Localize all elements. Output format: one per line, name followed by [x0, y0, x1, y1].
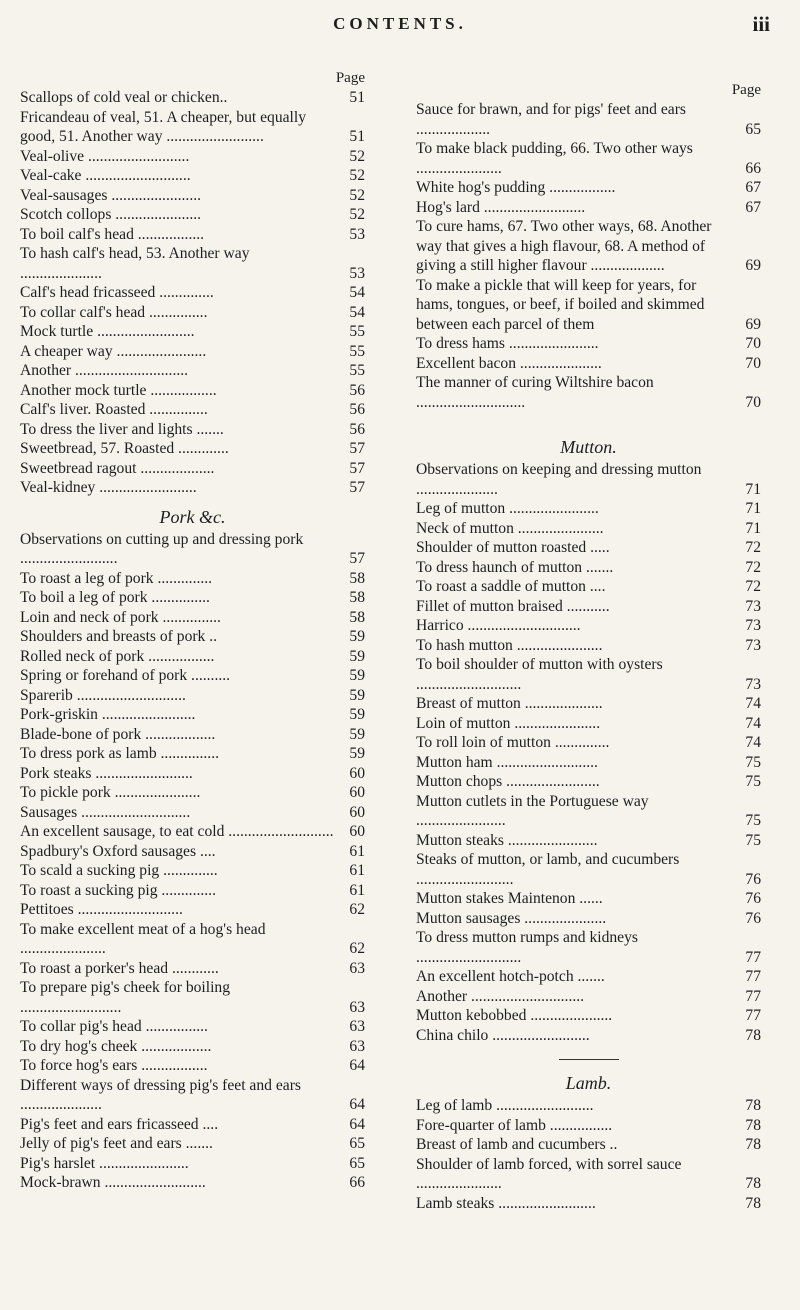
toc-entry-title: To scald a sucking pig ..............: [20, 862, 218, 879]
toc-entry: [416, 1026, 761, 1046]
toc-entry-title: Leg of lamb .........................: [416, 1097, 594, 1114]
toc-entry-page: 77: [745, 987, 761, 1005]
toc-entry: [20, 588, 365, 608]
toc-entry-title: Fricandeau of veal, 51. A cheaper, but equally good, 51. Another way .........................: [20, 108, 307, 145]
toc-entry: [20, 686, 365, 706]
toc-entry-page: 54: [349, 303, 365, 321]
toc-entry: [20, 705, 365, 725]
toc-entry: [416, 354, 761, 374]
toc-entry-page: 71: [745, 480, 761, 498]
toc-entry-page: 69: [745, 257, 761, 274]
toc-entry: [416, 1194, 761, 1214]
toc-entry-title: Veal-cake ...........................: [20, 167, 191, 184]
toc-entry-title: Scotch collops ......................: [20, 206, 202, 223]
toc-entry-page: 75: [745, 831, 761, 849]
toc-entry: [416, 889, 761, 909]
toc-entry: [20, 647, 365, 667]
toc-entry-title: Another mock turtle .................: [20, 381, 217, 399]
toc-entry-title: Breast of mutton ....................: [416, 695, 603, 712]
toc-entry: [20, 725, 365, 745]
toc-entry-title: To roast a leg of pork ..............: [20, 569, 213, 587]
toc-entry-page: 72: [745, 558, 761, 576]
toc-entry-page: 73: [745, 675, 761, 693]
toc-entry-page: 67: [745, 198, 761, 216]
toc-entry: [20, 842, 365, 862]
toc-entry: [416, 616, 761, 636]
toc-entry: [20, 530, 365, 569]
toc-entry-title: Fillet of mutton braised ...........: [416, 597, 610, 615]
toc-entry: [20, 900, 365, 920]
toc-entry-title: Sweetbread ragout ...................: [20, 459, 215, 477]
toc-entry-title: Fore-quarter of lamb ................: [416, 1116, 613, 1134]
toc-entry-title: Mutton sausages .....................: [416, 909, 607, 927]
toc-entry: [416, 373, 761, 412]
toc-entry-page: 61: [349, 881, 365, 899]
toc-entry-page: 77: [745, 948, 761, 966]
toc-entry: [416, 1006, 761, 1026]
toc-entry-title: To roast a sucking pig ..............: [20, 881, 216, 899]
toc-entry: [20, 361, 365, 381]
toc-entry-page: 74: [745, 734, 761, 751]
toc-entry: [416, 1096, 761, 1116]
toc-entry: [20, 225, 365, 245]
toc-entry-page: 72: [745, 539, 761, 556]
toc-entry-page: 55: [349, 362, 365, 379]
toc-entry: [20, 342, 365, 362]
toc-entry: [416, 928, 761, 967]
toc-entry: [416, 655, 761, 694]
toc-entry-page: 63: [349, 959, 365, 977]
toc-entry-page: 65: [349, 1135, 365, 1152]
toc-entry-page: 73: [745, 617, 761, 634]
section-heading-pork: Pork &c.: [159, 506, 226, 527]
toc-entry-page: 76: [745, 909, 761, 927]
toc-entry-title: Blade-bone of pork ..................: [20, 725, 216, 743]
toc-entry: [20, 881, 365, 901]
toc-entry-title: Spadbury's Oxford sausages ....: [20, 842, 216, 860]
toc-entry: [20, 1134, 365, 1154]
toc-entry-title: To dress hams .......................: [416, 335, 599, 352]
toc-entry: [416, 334, 761, 354]
toc-entry-page: 70: [745, 335, 761, 352]
toc-entry-title: Neck of mutton ......................: [416, 519, 604, 537]
toc-entry: [416, 694, 761, 714]
toc-entry-page: 59: [349, 745, 365, 762]
toc-entry-title: Sweetbread, 57. Roasted .............: [20, 440, 229, 457]
toc-entry: [416, 1116, 761, 1136]
toc-entry-page: 61: [349, 842, 365, 860]
toc-entry: [416, 636, 761, 656]
toc-entry-page: 56: [349, 401, 365, 418]
toc-entry: [416, 1155, 761, 1194]
toc-entry-title: Another .............................: [20, 362, 189, 379]
toc-entry-title: To boil calf's head .................: [20, 225, 205, 243]
toc-entry-page: 73: [745, 597, 761, 615]
toc-entry: [416, 139, 761, 178]
toc-entry: [416, 987, 761, 1007]
toc-entry-page: 75: [745, 812, 761, 829]
toc-entry-page: 73: [745, 636, 761, 654]
toc-entry-page: 60: [349, 823, 365, 840]
toc-entry-page: 78: [745, 1136, 761, 1153]
toc-entry-page: 78: [745, 1026, 761, 1044]
toc-entry-title: To dry hog's cheek ..................: [20, 1037, 212, 1055]
left-column: [20, 68, 365, 1193]
toc-entry-title: Observations on cutting up and dressing pork .........................: [20, 530, 304, 567]
toc-entry: [416, 577, 761, 597]
toc-entry: [416, 460, 761, 499]
toc-entry-page: 51: [349, 128, 365, 145]
toc-entry-title: Shoulders and breasts of pork ..: [20, 628, 218, 645]
toc-entry-page: 52: [349, 167, 365, 184]
toc-entry: [20, 978, 365, 1017]
toc-entry-page: 52: [349, 206, 365, 223]
toc-entry-title: To hash calf's head, 53. Another way .....................: [20, 245, 250, 282]
toc-entry-title: Shoulder of mutton roasted .....: [416, 539, 610, 556]
toc-entry: [20, 1017, 365, 1037]
toc-entry: [416, 1135, 761, 1155]
toc-entry-page: 63: [349, 1037, 365, 1055]
toc-entry-page: 66: [349, 1174, 365, 1191]
toc-entry-title: Harrico .............................: [416, 617, 581, 634]
toc-entry-page: 56: [349, 381, 365, 399]
toc-entry-title: Mutton cutlets in the Portuguese way .......................: [416, 792, 649, 829]
toc-entry-title: Mutton stakes Maintenon ......: [416, 890, 603, 907]
toc-entry-title: Mock turtle .........................: [20, 323, 195, 340]
toc-entry-page: 52: [349, 147, 365, 165]
toc-entry-title: Calf's head fricasseed ..............: [20, 284, 214, 301]
toc-entry-page: 53: [349, 264, 365, 282]
toc-entry: [416, 714, 761, 734]
toc-entry-title: Sausages ............................: [20, 803, 191, 821]
toc-entry-title: Jelly of pig's feet and ears .......: [20, 1135, 213, 1152]
toc-entry-title: An excellent hotch-potch .......: [416, 968, 605, 985]
toc-entry-page: 74: [745, 695, 761, 712]
toc-entry-page: 52: [349, 186, 365, 204]
toc-entry: [416, 733, 761, 753]
toc-entry: [20, 108, 365, 147]
toc-entry-page: 60: [349, 784, 365, 801]
toc-entry-page: 78: [745, 1194, 761, 1212]
toc-entry-title: To dress mutton rumps and kidneys ...........................: [416, 929, 638, 966]
toc-entry-page: 76: [745, 890, 761, 907]
toc-entry-title: Hog's lard ..........................: [416, 198, 586, 216]
toc-entry-title: Pig's harslet .......................: [20, 1154, 189, 1172]
toc-entry: [416, 558, 761, 578]
toc-entry: [20, 1173, 365, 1193]
toc-entry-page: 57: [349, 459, 365, 477]
toc-entry-page: 59: [349, 706, 365, 723]
toc-entry-page: 70: [745, 393, 761, 411]
toc-entry: [20, 1037, 365, 1057]
toc-entry-title: To make excellent meat of a hog's head ......................: [20, 920, 266, 957]
toc-list-pork: [20, 530, 365, 1193]
toc-entry-title: To boil shoulder of mutton with oysters ...........................: [416, 656, 663, 693]
section-divider: [559, 1059, 619, 1060]
toc-list-veal: [20, 88, 365, 498]
toc-entry-page: 57: [349, 440, 365, 457]
toc-entry-title: Scallops of cold veal or chicken..: [20, 89, 228, 106]
toc-entry-title: Mock-brawn ..........................: [20, 1174, 206, 1191]
section-heading-lamb: Lamb.: [565, 1073, 612, 1093]
section-heading-mutton: Mutton.: [560, 437, 617, 457]
toc-entry-title: An excellent sausage, to eat cold ...........................: [20, 823, 334, 840]
toc-entry-page: 78: [745, 1175, 761, 1192]
toc-entry-page: 57: [349, 550, 365, 567]
toc-entry-page: 77: [745, 1007, 761, 1024]
toc-entry: [20, 666, 365, 686]
toc-entry: [20, 420, 365, 440]
toc-entry: [20, 569, 365, 589]
toc-entry-title: To make black pudding, 66. Two other ways ......................: [416, 140, 693, 177]
toc-entry-title: To force hog's ears .................: [20, 1057, 208, 1074]
toc-entry: [20, 166, 365, 186]
toc-entry-page: 54: [349, 284, 365, 301]
toc-entry-page: 59: [349, 667, 365, 684]
toc-entry-title: To dress haunch of mutton .......: [416, 558, 614, 576]
toc-entry-page: 74: [745, 714, 761, 732]
toc-entry: [20, 920, 365, 959]
toc-entry-page: 58: [349, 589, 365, 606]
toc-entry-title: Veal-sausages .......................: [20, 186, 202, 204]
toc-entry-page: 64: [349, 1096, 365, 1113]
toc-list-mutton: [416, 460, 761, 1045]
toc-entry-title: To cure hams, 67. Two other ways, 68. Another way that gives a high flavour, 68. A method of giving a still higher flavour ...................: [416, 218, 712, 274]
toc-entry-page: 51: [349, 89, 365, 106]
toc-entry-page: 75: [745, 773, 761, 790]
toc-entry-page: 60: [349, 803, 365, 821]
toc-entry-title: White hog's pudding .................: [416, 179, 616, 196]
toc-entry-title: Observations on keeping and dressing mutton .....................: [416, 461, 702, 498]
toc-entry-title: Mutton steaks .......................: [416, 831, 598, 849]
toc-entry-page: 62: [349, 940, 365, 957]
toc-entry: [20, 381, 365, 401]
toc-entry: [416, 100, 761, 139]
toc-entry-page: 64: [349, 1115, 365, 1133]
toc-entry: [416, 178, 761, 198]
toc-entry: [416, 276, 761, 335]
toc-entry-title: Mutton kebobbed .....................: [416, 1007, 613, 1024]
toc-entry: [20, 959, 365, 979]
toc-entry: [416, 753, 761, 773]
page-column-label: Page: [335, 70, 365, 86]
toc-entry-page: 76: [745, 870, 761, 888]
toc-entry-page: 61: [349, 862, 365, 879]
toc-entry-title: To make a pickle that will keep for years, for hams, tongues, or beef, if boiled and skimmed between each parcel of them: [416, 276, 705, 333]
toc-entry: [20, 283, 365, 303]
toc-entry: [416, 538, 761, 558]
toc-entry: [416, 967, 761, 987]
toc-entry-page: 63: [349, 998, 365, 1016]
toc-entry-title: To roast a saddle of mutton ....: [416, 578, 606, 595]
toc-entry: [416, 772, 761, 792]
toc-entry: [20, 147, 365, 167]
toc-entry-title: To hash mutton ......................: [416, 636, 603, 654]
toc-entry-title: To boil a leg of pork ...............: [20, 589, 210, 606]
toc-entry-page: 56: [349, 420, 365, 438]
toc-entry-title: Calf's liver. Roasted ...............: [20, 401, 208, 418]
toc-entry-page: 78: [745, 1116, 761, 1134]
toc-entry: [20, 1076, 365, 1115]
toc-entry-title: China chilo .........................: [416, 1026, 590, 1044]
toc-list-lamb: [416, 1096, 761, 1213]
toc-entry: [20, 478, 365, 498]
toc-entry-page: 59: [349, 647, 365, 665]
toc-entry: [416, 499, 761, 519]
toc-entry-title: To roll loin of mutton ..............: [416, 734, 610, 751]
toc-entry: [416, 909, 761, 929]
toc-entry-title: To collar calf's head ...............: [20, 303, 208, 321]
toc-entry-title: Pork-griskin ........................: [20, 706, 196, 723]
toc-entry-page: 67: [745, 179, 761, 196]
toc-entry: [20, 1056, 365, 1076]
toc-entry-page: 72: [745, 578, 761, 595]
toc-entry-page: 55: [349, 323, 365, 340]
running-head: CONTENTS.: [333, 14, 467, 33]
toc-entry-page: 62: [349, 901, 365, 918]
toc-entry: [416, 597, 761, 617]
toc-entry-title: Breast of lamb and cucumbers ..: [416, 1136, 618, 1153]
toc-entry-page: 63: [349, 1018, 365, 1035]
toc-entry: [20, 322, 365, 342]
toc-entry-title: Sauce for brawn, and for pigs' feet and ears ...................: [416, 101, 686, 138]
toc-list-pork-continued: [416, 100, 761, 412]
toc-entry-page: 59: [349, 628, 365, 645]
toc-entry-page: 78: [745, 1097, 761, 1114]
toc-entry: [416, 831, 761, 851]
toc-entry-title: To pickle pork ......................: [20, 784, 201, 801]
toc-entry-title: A cheaper way .......................: [20, 342, 207, 360]
toc-entry-page: 65: [745, 120, 761, 138]
toc-entry-title: Mutton ham ..........................: [416, 753, 598, 771]
toc-entry-title: Loin and neck of pork ...............: [20, 608, 221, 626]
toc-entry-title: Spring or forehand of pork ..........: [20, 667, 231, 684]
toc-entry-page: 71: [745, 519, 761, 537]
toc-entry: [20, 459, 365, 479]
toc-entry: [20, 1115, 365, 1135]
toc-entry: [20, 764, 365, 784]
toc-entry: [416, 850, 761, 889]
toc-entry-page: 64: [349, 1057, 365, 1074]
toc-entry-page: 69: [745, 315, 761, 333]
toc-entry-title: Veal-kidney .........................: [20, 479, 197, 496]
toc-entry-page: 58: [349, 608, 365, 626]
toc-entry-page: 53: [349, 225, 365, 243]
toc-entry: [20, 822, 365, 842]
toc-entry-title: Pig's feet and ears fricasseed ....: [20, 1115, 219, 1133]
page-column-label: Page: [731, 82, 761, 98]
page-number: iii: [752, 12, 770, 36]
toc-entry: [20, 608, 365, 628]
right-column: [416, 80, 761, 1213]
toc-entry-page: 71: [745, 500, 761, 517]
toc-entry-page: 60: [349, 764, 365, 782]
toc-entry-title: The manner of curing Wiltshire bacon ............................: [416, 374, 654, 411]
toc-entry-page: 59: [349, 686, 365, 704]
toc-entry: [20, 186, 365, 206]
toc-entry: [20, 783, 365, 803]
toc-entry-title: Lamb steaks .........................: [416, 1194, 596, 1212]
toc-entry: [416, 198, 761, 218]
toc-entry: [416, 519, 761, 539]
toc-entry-title: Mutton chops ........................: [416, 773, 600, 790]
toc-entry-page: 58: [349, 569, 365, 587]
toc-entry-page: 59: [349, 725, 365, 743]
toc-entry: [416, 217, 761, 276]
toc-entry-title: Excellent bacon .....................: [416, 354, 602, 372]
toc-entry-title: Veal-olive ..........................: [20, 147, 190, 165]
toc-entry-title: To dress the liver and lights .......: [20, 420, 224, 438]
toc-entry-title: To dress pork as lamb ...............: [20, 745, 220, 762]
toc-entry-page: 65: [349, 1154, 365, 1172]
toc-entry: [20, 744, 365, 764]
toc-entry: [20, 88, 365, 108]
toc-entry-title: To roast a porker's head ............: [20, 959, 219, 977]
toc-entry-title: Sparerib ............................: [20, 686, 186, 704]
toc-entry: [20, 1154, 365, 1174]
toc-entry-title: To collar pig's head ................: [20, 1018, 208, 1035]
toc-entry: [20, 803, 365, 823]
toc-entry: [20, 861, 365, 881]
toc-entry-title: Rolled neck of pork .................: [20, 647, 215, 665]
toc-entry-title: Leg of mutton .......................: [416, 500, 599, 517]
toc-entry: [416, 792, 761, 831]
toc-entry-title: To prepare pig's cheek for boiling ..........................: [20, 979, 230, 1016]
toc-entry-title: Pork steaks .........................: [20, 764, 193, 782]
toc-entry-title: Steaks of mutton, or lamb, and cucumbers .........................: [416, 851, 680, 888]
toc-entry: [20, 400, 365, 420]
toc-entry-page: 66: [745, 159, 761, 177]
toc-entry-page: 55: [349, 342, 365, 360]
toc-entry: [20, 439, 365, 459]
toc-entry-title: Pettitoes ...........................: [20, 901, 183, 918]
toc-entry: [20, 627, 365, 647]
toc-entry: [20, 205, 365, 225]
toc-entry-title: Different ways of dressing pig's feet and ears .....................: [20, 1076, 301, 1113]
toc-entry-page: 70: [745, 354, 761, 372]
toc-entry-title: Shoulder of lamb forced, with sorrel sauce ......................: [416, 1155, 682, 1192]
toc-entry: [20, 244, 365, 283]
toc-entry-page: 75: [745, 753, 761, 771]
toc-entry-title: Another .............................: [416, 987, 585, 1005]
page-header: [0, 6, 800, 46]
toc-entry-title: Loin of mutton ......................: [416, 714, 601, 732]
toc-entry: [20, 303, 365, 323]
toc-entry-page: 77: [745, 968, 761, 985]
toc-entry-page: 57: [349, 479, 365, 496]
